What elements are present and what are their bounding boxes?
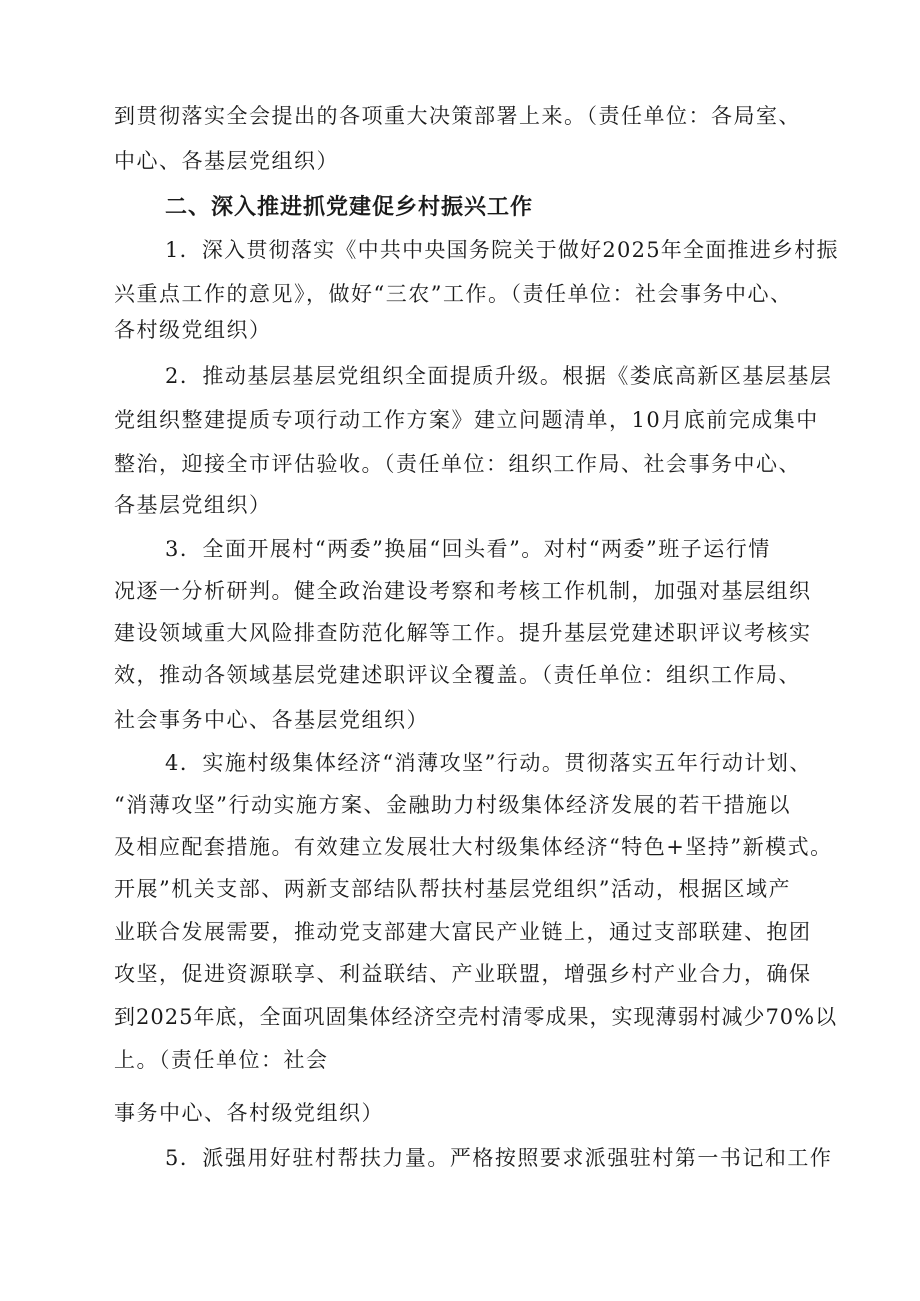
text-line: 2．推动基层基层党组织全面提质升级。根据《娄底高新区基层基层 bbox=[165, 364, 833, 388]
text-line: 建设领域重大风险排查防范化解等工作。提升基层党建述职评议考核实 bbox=[114, 621, 812, 645]
text-line: 整治，迎接全市评估验收。（责任单位：组织工作局、社会事务中心、 bbox=[114, 452, 801, 476]
text-line: 攻坚，促进资源联享、利益联结、产业联盟，增强乡村产业合力，确保 bbox=[114, 962, 812, 986]
text-line: 上。（责任单位：社会 bbox=[114, 1048, 329, 1072]
text-line: 党组织整建提质专项行动工作方案》建立问题清单，10月底前完成集中 bbox=[114, 408, 819, 432]
text-line: “消薄攻坚”行动实施方案、金融助力村级集体经济发展的若干措施以 bbox=[114, 793, 791, 817]
text-line: 事务中心、各村级党组织） bbox=[114, 1101, 384, 1125]
text-line: 效，推动各领域基层党建述职评议全覆盖。（责任单位：组织工作局、 bbox=[114, 663, 801, 687]
text-line: 4．实施村级集体经济“消薄攻坚”行动。贯彻落实五年行动计划、 bbox=[165, 751, 812, 775]
text-line: 5．派强用好驻村帮扶力量。严格按照要求派强驻村第一书记和工作 bbox=[165, 1146, 833, 1170]
text-line: 及相应配套措施。有效建立发展壮大村级集体经济“特色+坚持”新模式。 bbox=[114, 835, 833, 859]
text-line: 业联合发展需要，推动党支部建大富民产业链上，通过支部联建、抱团 bbox=[114, 920, 812, 944]
text-line: 到贯彻落实全会提出的各项重大决策部署上来。（责任单位：各局室、 bbox=[114, 104, 801, 128]
text-line: 开展”机关支部、两新支部结队帮扶村基层党组织”活动，根据区域产 bbox=[114, 877, 791, 901]
section-heading: 二、深入推进抓党建促乡村振兴工作 bbox=[165, 195, 534, 220]
text-line: 1．深入贯彻落实《中共中央国务院关于做好2025年全面推进乡村振 bbox=[165, 238, 839, 262]
text-line: 3．全面开展村“两委”换届“回头看”。对村“两委”班子运行情 bbox=[165, 537, 771, 561]
text-line: 各村级党组织） bbox=[114, 318, 272, 342]
text-line: 中心、各基层党组织） bbox=[114, 149, 339, 173]
text-line: 兴重点工作的意见》，做好“三农”工作。（责任单位：社会事务中心、 bbox=[114, 282, 793, 306]
text-line: 社会事务中心、各基层党组织） bbox=[114, 708, 429, 732]
text-line: 各基层党组织） bbox=[114, 493, 272, 517]
text-line: 到2025年底，全面巩固集体经济空壳村清零成果，实现薄弱村减少70%以 bbox=[114, 1005, 838, 1029]
text-line: 况逐一分析研判。健全政治建设考察和考核工作机制，加强对基层组织 bbox=[114, 579, 812, 603]
